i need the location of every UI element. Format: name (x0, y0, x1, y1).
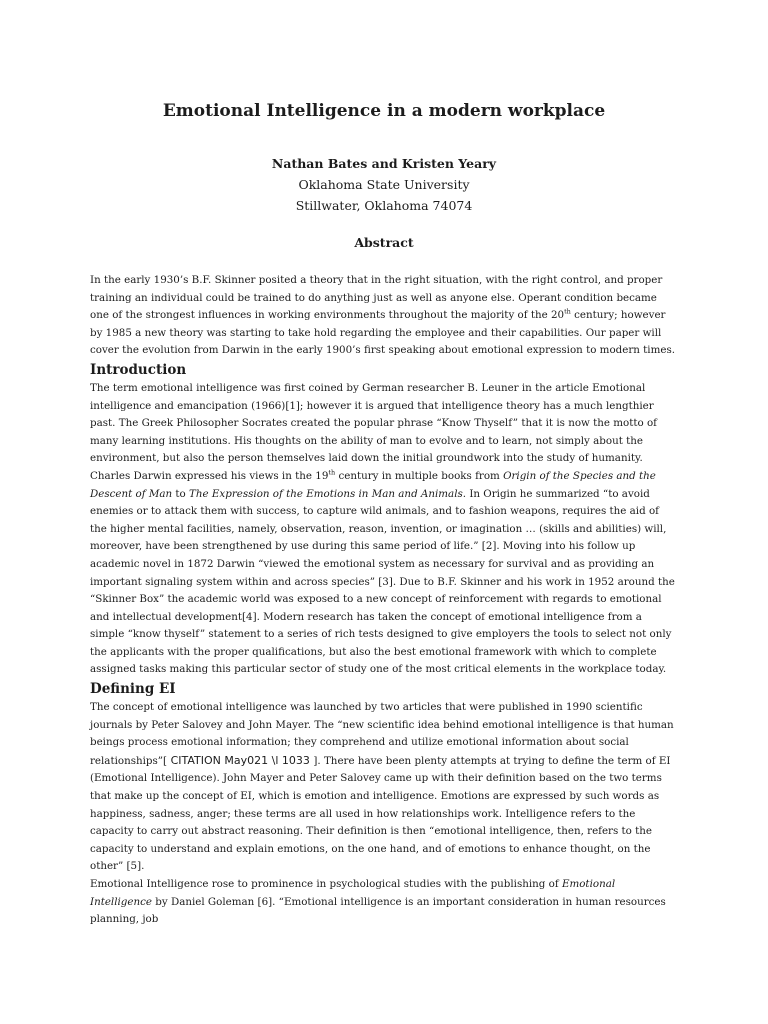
citation-field: CITATION May021 \l 1033 (167, 753, 314, 767)
abstract-heading: Abstract (354, 235, 414, 250)
introduction-text: The term emotional intelligence was first coined by German researcher B. Leuner in the article Emotional intelligence and emancipation (1966)[1]; however it is argued that intelligence theory has a much lengthier past. The Greek Philosopher Socrates created the popular phrase “Know Thyself” that it is now the motto of many learning institutions. His thoughts on the ability of man to evolve and to learn, not simply about the environment, but also the person themselves laid down the initial groundwork into the study of humanity. Charles Darwin expressed his views in the 19th century in multiple books from Origin of the Species and the Descent of Man to The Expression of the Emotions in Man and Animals. In Origin he summarized “to avoid enemies or to attack them with success, to capture wild animals, and to fashion weapons, requires the aid of the higher mental facilities, namely, observation, reason, invention, or imagination … (skills and abilities) will, moreover, have been strengthened by use during this same period of life.” [2]. Moving into his follow up academic novel in 1872 Darwin “viewed the emotional system as necessary for survival and as providing an important signaling system within and across species” [3]. Due to B.F. Skinner and his work in 1952 around the “Skinner Box” the academic world was exposed to a new concept of reinforcement with regards to emotional and intellectual development[4]. Modern research has taken the concept of emotional intelligence from a simple “know thyself” statement to a series of rich tests designed to give employers the tools to select not only the applicants with the proper qualifications, but also the best emotional framework with which to complete assigned tasks making this particular sector of study one of the most critical elements in the workplace today. (90, 381, 675, 676)
book-title: Origin of the Species and the Descent of Man (90, 469, 656, 500)
introduction-heading: Introduction (90, 361, 187, 378)
paper-page (90, 100, 678, 929)
superscript: th (328, 468, 336, 477)
author-names: Nathan Bates and Kristen Yeary (271, 156, 497, 171)
abstract-text: In the early 1930’s B.F. Skinner posited a theory that in the right situation, with the right control, and proper training an individual could be trained to do anything just as well as anyone else. Operant condition became one of the strongest influences in working environments throughout the majority of the 20th century; however by 1985 a new theory was starting to take hold regarding the employee and their capabilities. Our paper will cover the evolution from Darwin in the early 1900’s first speaking about emotional expression to modern times. (90, 274, 676, 357)
defining-ei-text: The concept of emotional intelligence was launched by two articles that were published in 1990 scientific journals by Peter Salovey and John Mayer. The “new scientific idea behind emotional intelligence is that human beings process emotional information; they comprehend and utilize emotional information about social relationships”[ CITATION May021 \l 1033 ]. There have been plenty attempts at trying to define the term of EI (Emotional Intelligence). John Mayer and Peter Salovey came up with their definition based on the two terms that make up the concept of EI, which is emotion and intelligence. Emotions are expressed by such words as happiness, sadness, anger; these terms are all used in how relationships work. Intelligence refers to the capacity to carry out abstract reasoning. Their definition is then “emotional intelligence, then, refers to the capacity to understand and explain emotions, on the one hand, and of emotions to enhance thought, on the other” [5]. (90, 701, 674, 873)
book-title: Emotional Intelligence (90, 878, 616, 908)
superscript: th (564, 307, 571, 316)
affiliation-address: Stillwater, Oklahoma 74074 (295, 198, 473, 213)
affiliation-university: Oklahoma State University (298, 177, 470, 192)
paper-title: Emotional Intelligence in a modern workplace (162, 101, 606, 121)
defining-ei-text-2: Emotional Intelligence rose to prominence in psychological studies with the publishing of Emotional Intelligence by Daniel Goleman [6]. “Emotional intelligence is an important consideration in human resources planning, job (90, 878, 666, 926)
book-title: The Expression of the Emotions in Man and Animals (189, 487, 463, 500)
defining-ei-heading: Defining EI (90, 681, 176, 698)
